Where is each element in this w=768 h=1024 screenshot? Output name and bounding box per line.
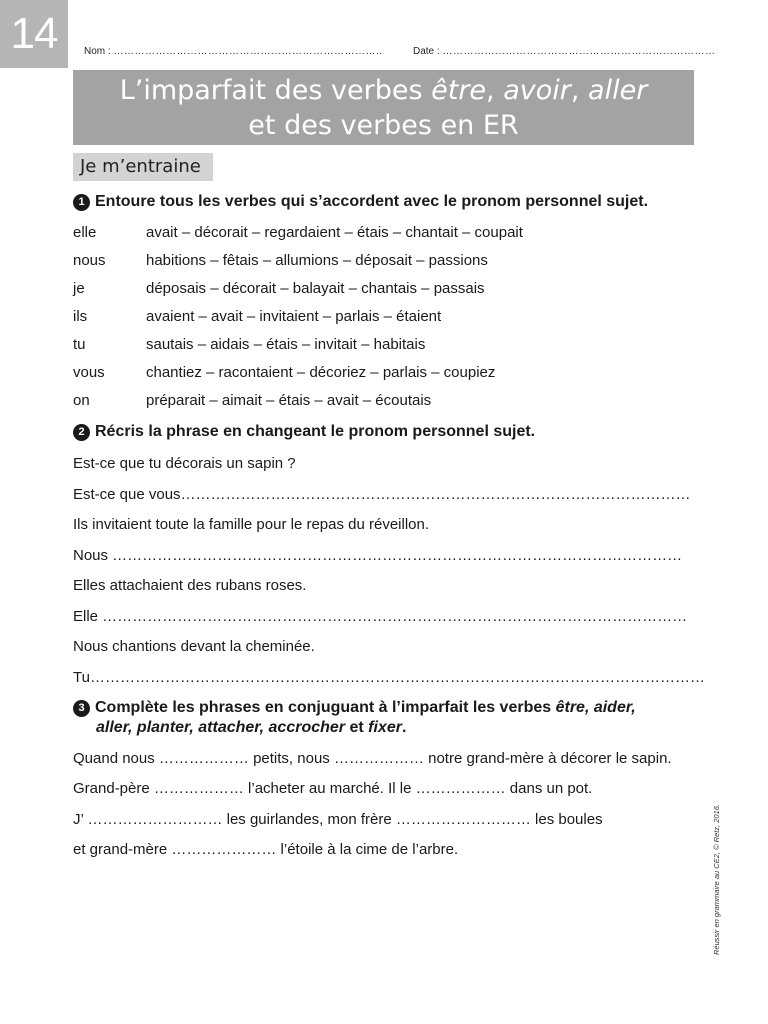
verb-list: habitions – fêtais – allumions – déposait – passions (146, 252, 488, 269)
exercise-2-instruction (73, 423, 535, 441)
verb-list: avaient – avait – invitaient – parlais – étaient (146, 308, 442, 325)
title-line-2: et des verbes en ER (248, 110, 519, 141)
pronoun: on (73, 392, 90, 409)
date-label: Date : (413, 46, 440, 57)
title-verb-avoir: avoir (503, 75, 571, 106)
section-label: Je m’entraine (73, 153, 213, 181)
exercise-3-instruction-cont (96, 719, 406, 737)
exercise-1-text: Entoure tous les verbes qui s’accordent avec le pronom personnel sujet. (95, 193, 649, 210)
verb-list: avait – décorait – regardaient – étais – chantait – coupait (146, 224, 523, 241)
copyright-credit: Réussir en grammaire au CE2, © Retz, 2016. (712, 803, 721, 955)
name-dots: ………………………………………………………………….. (113, 46, 383, 57)
exercise-3-verbs: aller, planter, attacher, accrocher (96, 719, 346, 736)
verb-list: préparait – aimait – étais – avait – écoutais (146, 392, 432, 409)
title-prefix: L’imparfait des verbes (119, 75, 432, 106)
exercise-number-badge: 3 (73, 700, 90, 717)
pronoun: tu (73, 336, 86, 353)
title-banner (73, 70, 694, 145)
fill-in-line: Grand-père ……………… l’acheter au marché. Il le ……………… dans un pot. (73, 780, 593, 797)
answer-line: Tu…………………………………………………………………………………………………………… (73, 669, 705, 686)
pronoun: nous (73, 252, 106, 269)
fill-in-line: Quand nous ……………… petits, nous ……………… notre grand-mère à décorer le sapin. (73, 750, 672, 767)
exercise-number-badge: 1 (73, 194, 90, 211)
pronoun: ils (73, 308, 88, 325)
exercise-3-verbs: fixer (368, 719, 402, 736)
sentence-line: Elles attachaient des rubans roses. (73, 577, 307, 594)
exercise-3-text: . (401, 719, 407, 736)
date-dots: …………………………………………………………………… (442, 46, 716, 57)
title-sep: , (570, 75, 589, 106)
name-label: Nom : (84, 46, 111, 57)
exercise-3-text: et (345, 719, 369, 736)
name-field (84, 46, 383, 57)
pronoun: elle (73, 224, 97, 241)
page-number: 14 (0, 0, 68, 68)
exercise-number-badge: 2 (73, 424, 90, 441)
fill-in-line: J’ ……………………… les guirlandes, mon frère ……………………… les boules (73, 811, 603, 828)
sentence-line: Ils invitaient toute la famille pour le repas du réveillon. (73, 516, 430, 533)
exercise-2-text: Récris la phrase en changeant le pronom personnel sujet. (95, 423, 536, 440)
title-sep: , (486, 75, 504, 106)
title-verb-etre: être (431, 75, 487, 106)
verb-list: déposais – décorait – balayait – chantais – passais (146, 280, 485, 297)
exercise-3-verbs: être, aider, (555, 699, 636, 716)
answer-line: Elle ……………………………………………………………………………………………………… (73, 608, 688, 625)
exercise-3-text: Complète les phrases en conjuguant à l’imparfait les verbes (95, 699, 556, 716)
exercise-1-instruction (73, 193, 648, 211)
fill-in-line: et grand-mère ………………… l’étoile à la cime de l’arbre. (73, 841, 459, 858)
pronoun: je (73, 280, 85, 297)
sentence-line: Nous chantions devant la cheminée. (73, 638, 315, 655)
title-verb-aller: aller (588, 75, 648, 106)
pronoun: vous (73, 364, 105, 381)
exercise-3-instruction (73, 699, 636, 717)
verb-list: sautais – aidais – étais – invitait – habitais (146, 336, 426, 353)
answer-line: Nous …………………………………………………………………………………………………… (73, 547, 683, 564)
date-field (413, 46, 715, 57)
answer-line: Est-ce que vous………………………………………………………………………………………… (73, 486, 691, 503)
sentence-line: Est-ce que tu décorais un sapin ? (73, 455, 296, 472)
title-line-1 (73, 70, 694, 110)
verb-list: chantiez – racontaient – décoriez – parlais – coupiez (146, 364, 496, 381)
